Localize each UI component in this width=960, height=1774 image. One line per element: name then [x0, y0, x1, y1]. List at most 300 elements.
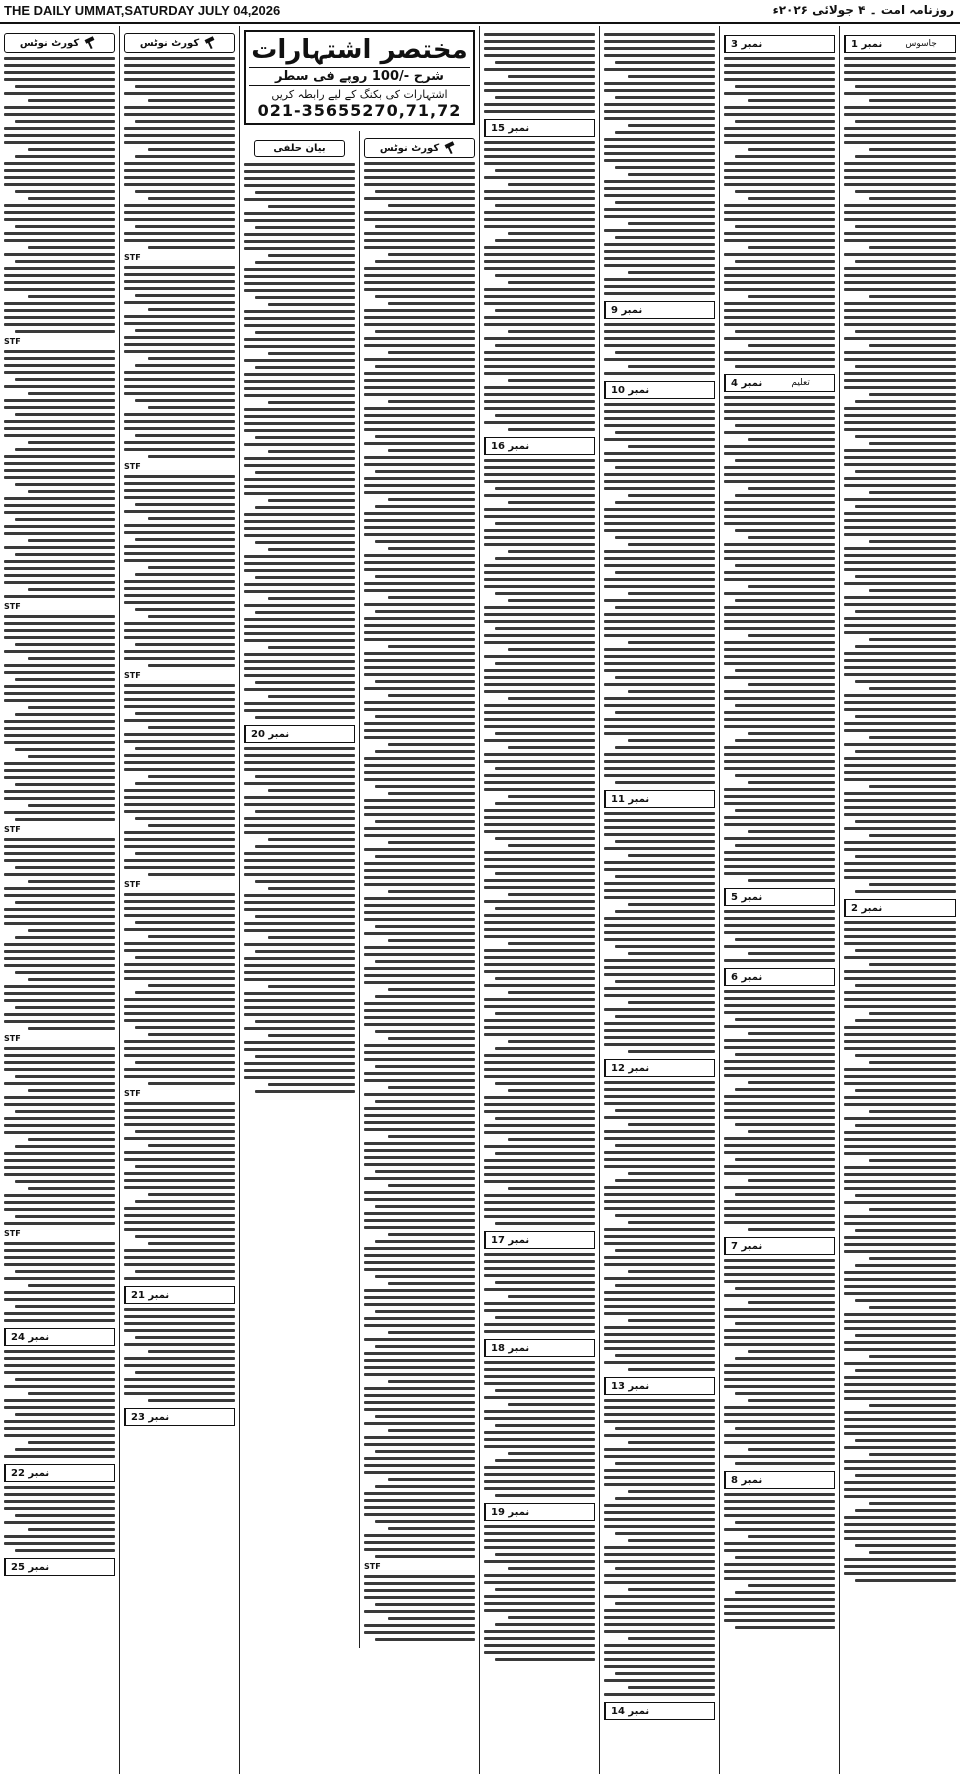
stf-mark: STF: [124, 880, 141, 889]
text-line: [364, 1631, 475, 1634]
text-line: [844, 561, 956, 564]
text-line: [628, 271, 715, 274]
text-line: [364, 1513, 475, 1516]
text-line: [604, 599, 715, 602]
text-line: [748, 1584, 835, 1587]
text-line: [375, 680, 475, 683]
text-line: [869, 736, 956, 739]
text-line: [724, 592, 835, 595]
text-line: [615, 1179, 715, 1182]
section-category: [534, 438, 594, 454]
text-line: [724, 1172, 835, 1175]
text-line: [724, 990, 835, 993]
text-line: [375, 820, 475, 823]
text-line: [255, 1020, 355, 1023]
text-line: [148, 246, 235, 249]
text-line: [244, 908, 355, 911]
text-line: [124, 1102, 235, 1105]
text-line: [604, 145, 715, 148]
text-line: [375, 190, 475, 193]
text-line: [735, 774, 835, 777]
text-line: [869, 442, 956, 445]
text-line: [844, 1425, 956, 1428]
text-line: [135, 852, 235, 855]
text-line: [364, 659, 475, 662]
text-line: [844, 1201, 956, 1204]
text-line: [28, 880, 115, 883]
text-line: [124, 1378, 235, 1381]
text-line: [844, 1166, 956, 1169]
text-line: [244, 590, 355, 593]
text-line: [375, 225, 475, 228]
text-line: [748, 1228, 835, 1231]
text-line: [364, 533, 475, 536]
text-line: [484, 1560, 595, 1563]
text-line: [604, 82, 715, 85]
section-number: نمبر 22: [5, 1465, 54, 1481]
text-line: [869, 1257, 956, 1260]
text-line: [244, 282, 355, 285]
text-line: [364, 1352, 475, 1355]
section-header: [244, 725, 355, 743]
text-line: [844, 1481, 956, 1484]
text-line: [604, 1399, 715, 1402]
text-line: [724, 865, 835, 868]
text-line: [15, 483, 115, 486]
text-line: [844, 1348, 956, 1351]
text-line: [484, 1180, 595, 1183]
text-line: [495, 522, 595, 525]
text-line: [495, 767, 595, 770]
text-line: [724, 1046, 835, 1049]
text-line: [735, 1322, 835, 1325]
text-line: [244, 754, 355, 757]
text-line: [124, 789, 235, 792]
text-line: [135, 538, 235, 541]
text-line: [484, 1267, 595, 1270]
text-line: [124, 900, 235, 903]
text-line: [484, 1375, 595, 1378]
text-line: [869, 638, 956, 641]
text-line: [15, 1448, 115, 1451]
text-line: [484, 246, 595, 249]
text-line: [135, 399, 235, 402]
text-line: [748, 295, 835, 298]
text-line: [484, 963, 595, 966]
text-line: [735, 669, 835, 672]
text-line: [604, 627, 715, 630]
text-line: [364, 246, 475, 249]
text-line: [4, 1507, 115, 1510]
text-line: [4, 811, 115, 814]
stf-mark: STF: [124, 671, 141, 680]
text-line: [4, 113, 115, 116]
text-line: [124, 657, 235, 660]
text-line: [484, 809, 595, 812]
text-line: [615, 571, 715, 574]
text-line: [508, 648, 595, 651]
text-line: [124, 127, 235, 130]
section-category: [647, 302, 714, 318]
text-line: [364, 799, 475, 802]
text-line: [15, 936, 115, 939]
text-line: [484, 641, 595, 644]
text-line: [869, 1159, 956, 1162]
text-line: [364, 673, 475, 676]
text-line: [4, 239, 115, 242]
text-line: [388, 890, 475, 893]
text-line: [124, 232, 235, 235]
text-line: [844, 456, 956, 459]
text-line: [604, 515, 715, 518]
text-line: [244, 929, 355, 932]
text-line: [124, 1068, 235, 1071]
text-line: [855, 715, 956, 718]
text-line: [495, 1082, 595, 1085]
text-line: [135, 1371, 235, 1374]
text-line: [844, 1152, 956, 1155]
text-line: [4, 852, 115, 855]
text-line: [495, 204, 595, 207]
text-line: [124, 441, 235, 444]
text-line: [364, 1107, 475, 1110]
text-line: [244, 747, 355, 750]
text-line: [724, 627, 835, 630]
text-line: [844, 1138, 956, 1141]
text-line: [844, 358, 956, 361]
text-line: [735, 494, 835, 497]
text-line: [364, 1401, 475, 1404]
text-line: [484, 571, 595, 574]
text-line: [724, 1280, 835, 1283]
text-line: [604, 1455, 715, 1458]
text-line: [15, 1413, 115, 1416]
section-number: نمبر 13: [605, 1378, 654, 1394]
text-line: [724, 1385, 835, 1388]
text-line: [604, 973, 715, 976]
text-line: [364, 1142, 475, 1145]
text-line: [364, 862, 475, 865]
text-line: [508, 1187, 595, 1190]
text-line: [628, 1221, 715, 1224]
text-line: [844, 1040, 956, 1043]
text-line: [604, 1553, 715, 1556]
text-line: [604, 40, 715, 43]
text-line: [4, 127, 115, 130]
text-line: [735, 599, 835, 602]
text-line: [364, 1051, 475, 1054]
section-header: [604, 790, 715, 808]
text-line: [388, 449, 475, 452]
text-line: [375, 1345, 475, 1348]
text-line: [268, 695, 355, 698]
text-line: [28, 1187, 115, 1190]
text-line: [364, 316, 475, 319]
text-line: [844, 998, 956, 1001]
text-line: [484, 473, 595, 476]
text-line: [628, 690, 715, 693]
text-line: [124, 1151, 235, 1154]
text-line: [4, 385, 115, 388]
text-line: [855, 85, 956, 88]
section-category: [54, 1559, 114, 1575]
text-line: [255, 506, 355, 509]
text-line: [255, 915, 355, 918]
text-line: [4, 776, 115, 779]
text-line: [364, 1373, 475, 1376]
text-line: [855, 365, 956, 368]
text-line: [268, 254, 355, 257]
text-line: [28, 148, 115, 151]
text-line: [844, 498, 956, 501]
text-line: [364, 1464, 475, 1467]
text-line: [15, 901, 115, 904]
text-line: [124, 998, 235, 1001]
text-line: [604, 473, 715, 476]
text-line: [724, 767, 835, 770]
text-line: [748, 1399, 835, 1402]
text-line: [124, 907, 235, 910]
text-line: [124, 1186, 235, 1189]
text-line: [364, 1072, 475, 1075]
text-line: [724, 917, 835, 920]
text-line: [604, 358, 715, 361]
text-line: [844, 1418, 956, 1421]
text-line: [844, 582, 956, 585]
text-line: [855, 435, 956, 438]
text-line: [724, 851, 835, 854]
text-line: [724, 1542, 835, 1545]
text-line: [724, 1336, 835, 1339]
ad-title: مختصر اشتہارات: [251, 35, 468, 65]
text-line: [604, 1413, 715, 1416]
text-line: [615, 1462, 715, 1465]
text-line: [364, 1254, 475, 1257]
text-line: [268, 548, 355, 551]
text-line: [604, 1022, 715, 1025]
text-line: [364, 1387, 475, 1390]
text-line: [4, 316, 115, 319]
text-line: [484, 40, 595, 43]
text-line: [724, 543, 835, 546]
text-line: [15, 643, 115, 646]
text-line: [4, 859, 115, 862]
text-line: [244, 464, 355, 467]
section-header: [484, 1339, 595, 1357]
text-line: [4, 943, 115, 946]
text-line: [855, 1229, 956, 1232]
text-line: [604, 459, 715, 462]
text-line: [255, 541, 355, 544]
text-line: [124, 1075, 235, 1078]
text-line: [724, 1214, 835, 1217]
text-line: [604, 1651, 715, 1654]
text-line: [724, 613, 835, 616]
text-line: [4, 350, 115, 353]
text-line: [4, 685, 115, 688]
text-line: [364, 1457, 475, 1460]
text-line: [268, 789, 355, 792]
text-line: [844, 1565, 956, 1568]
text-line: [364, 813, 475, 816]
text-line: [124, 1158, 235, 1161]
text-line: [844, 281, 956, 284]
text-line: [844, 337, 956, 340]
text-line: [508, 1040, 595, 1043]
text-line: [724, 648, 835, 651]
text-line: [604, 896, 715, 899]
text-line: [748, 1032, 835, 1035]
text-line: [388, 204, 475, 207]
text-line: [484, 935, 595, 938]
text-line: [604, 1511, 715, 1514]
text-line: [724, 571, 835, 574]
text-line: [604, 1263, 715, 1266]
text-line: [388, 400, 475, 403]
text-line: [844, 935, 956, 938]
text-line: [148, 406, 235, 409]
text-line: [364, 477, 475, 480]
text-line: [124, 594, 235, 597]
text-line: [244, 527, 355, 530]
text-line: [869, 834, 956, 837]
text-line: [484, 323, 595, 326]
text-line: [148, 775, 235, 778]
text-line: [484, 1417, 595, 1420]
text-line: [604, 103, 715, 106]
text-line: [388, 1527, 475, 1530]
text-line: [604, 417, 715, 420]
text-line: [615, 201, 715, 204]
text-line: [4, 1455, 115, 1458]
text-line: [124, 684, 235, 687]
text-line: [124, 448, 235, 451]
text-line: [124, 420, 235, 423]
text-line: [724, 662, 835, 665]
text-line: [604, 1291, 715, 1294]
text-line: [724, 823, 835, 826]
text-line: [244, 492, 355, 495]
text-line: [135, 120, 235, 123]
text-line: [844, 1145, 956, 1148]
text-line: [364, 834, 475, 837]
text-line: [364, 463, 475, 466]
text-line: [495, 1553, 595, 1556]
text-line: [724, 872, 835, 875]
text-line: [495, 239, 595, 242]
text-line: [604, 292, 715, 295]
section-category: [294, 726, 354, 742]
text-line: [364, 771, 475, 774]
text-line: [375, 1520, 475, 1523]
text-line: [844, 463, 956, 466]
text-line: [484, 956, 595, 959]
text-line: [484, 155, 595, 158]
text-line: [724, 641, 835, 644]
text-line: [375, 925, 475, 928]
text-line: [4, 671, 115, 674]
text-line: [244, 894, 355, 897]
text-line: [724, 358, 835, 361]
text-line: [604, 522, 715, 525]
text-line: [484, 302, 595, 305]
text-line: [495, 1222, 595, 1225]
section-header: [604, 1377, 715, 1395]
text-line: [844, 1446, 956, 1449]
text-line: [604, 1088, 715, 1091]
text-line: [148, 148, 235, 151]
text-line: [364, 1226, 475, 1229]
text-line: [724, 760, 835, 763]
text-line: [735, 1088, 835, 1091]
text-line: [484, 613, 595, 616]
text-line: [364, 421, 475, 424]
gavel-icon: [203, 37, 219, 49]
text-line: [364, 897, 475, 900]
text-line: [375, 260, 475, 263]
text-line: [724, 1102, 835, 1105]
text-line: [484, 33, 595, 36]
text-line: [615, 1354, 715, 1357]
text-line: [4, 357, 115, 360]
text-line: [364, 1247, 475, 1250]
text-line: [615, 910, 715, 913]
text-line: [388, 694, 475, 697]
text-line: [364, 1589, 475, 1592]
text-line: [869, 393, 956, 396]
text-line: [4, 302, 115, 305]
text-line: [495, 169, 595, 172]
text-line: [484, 1487, 595, 1490]
text-line: [604, 1200, 715, 1203]
text-line: [748, 634, 835, 637]
text-line: [724, 204, 835, 207]
text-line: [124, 162, 235, 165]
text-line: [124, 914, 235, 917]
text-line: [364, 1289, 475, 1292]
text-line: [484, 1480, 595, 1483]
text-line: [844, 512, 956, 515]
text-line: [484, 47, 595, 50]
text-line: [135, 329, 235, 332]
text-line: [124, 176, 235, 179]
text-line: [484, 1068, 595, 1071]
text-line: [124, 169, 235, 172]
stf-mark: STF: [124, 462, 141, 471]
text-line: [244, 170, 355, 173]
text-line: [748, 246, 835, 249]
text-line: [375, 295, 475, 298]
text-line: [124, 1364, 235, 1367]
text-line: [148, 935, 235, 938]
text-line: [255, 436, 355, 439]
text-line: [855, 1509, 956, 1512]
text-line: [364, 442, 475, 445]
section-number: نمبر 8: [725, 1472, 767, 1488]
text-line: [244, 859, 355, 862]
text-line: [124, 1047, 235, 1050]
text-line: [124, 963, 235, 966]
text-line: [844, 1572, 956, 1575]
text-line: [364, 1044, 475, 1047]
text-line: [364, 386, 475, 389]
text-line: [724, 1493, 835, 1496]
text-line: [748, 99, 835, 102]
text-line: [495, 274, 595, 277]
text-line: [495, 732, 595, 735]
text-line: [484, 351, 595, 354]
text-line: [724, 959, 835, 962]
